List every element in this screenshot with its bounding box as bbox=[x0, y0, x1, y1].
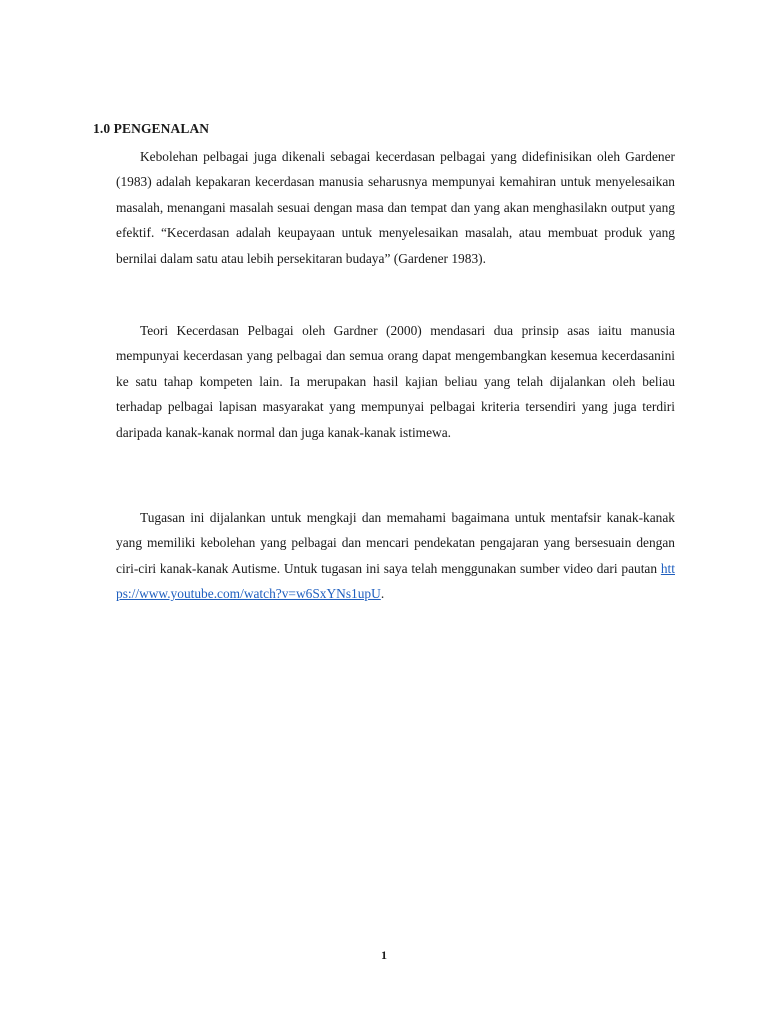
section-heading: 1.0 PENGENALAN bbox=[93, 121, 210, 136]
page-number: 1 bbox=[381, 948, 387, 962]
paragraph-3-text: Tugasan ini dijalankan untuk mengkaji dan memahami bagaimana untuk mentafsir kanak-kanak yang memiliki kebolehan yang pelbagai dan mencari pendekatan pengajaran yang bersesuain dengan ciri-ciri kanak-kanak Autisme. Untuk tugasan ini saya telah menggunakan sumber video dari pautan bbox=[116, 510, 675, 576]
paragraph-2: Teori Kecerdasan Pelbagai oleh Gardner (2000) mendasari dua prinsip asas iaitu manusia mempunyai kecerdasan yang pelbagai dan semua orang dapat mengembangkan kesemua kecerdasanini ke satu tahap kompeten lain. Ia merupakan hasil kajian beliau yang telah dijalankan oleh beliau terhadap pelbagai lapisan masyarakat yang mempunyai pelbagai kriteria tersendiri yang juga terdiri daripada kanak-kanak normal dan juga kanak-kanak istimewa. bbox=[116, 323, 675, 440]
paragraph-3 bbox=[116, 505, 675, 607]
video-link[interactable]: https://www.youtube.com/watch?v=w6SxYNs1upU bbox=[116, 560, 675, 602]
paragraph-1: Kebolehan pelbagai juga dikenali sebagai kecerdasan pelbagai yang didefinisikan oleh Gardener (1983) adalah kepakaran kecerdasan manusia seharusnya mempunyai kemahiran untuk menyelesaikan masalah, menangani masalah sesuai dengan masa dan tempat dan yang akan menghasilakn output yang efektif. “Kecerdasan adalah keupayaan untuk menyelesaikan masalah, atau membuat produk yang bernilai dalam satu atau lebih persekitaran budaya” (Gardener 1983). bbox=[116, 149, 675, 266]
paragraph-3-end: . bbox=[380, 586, 385, 602]
